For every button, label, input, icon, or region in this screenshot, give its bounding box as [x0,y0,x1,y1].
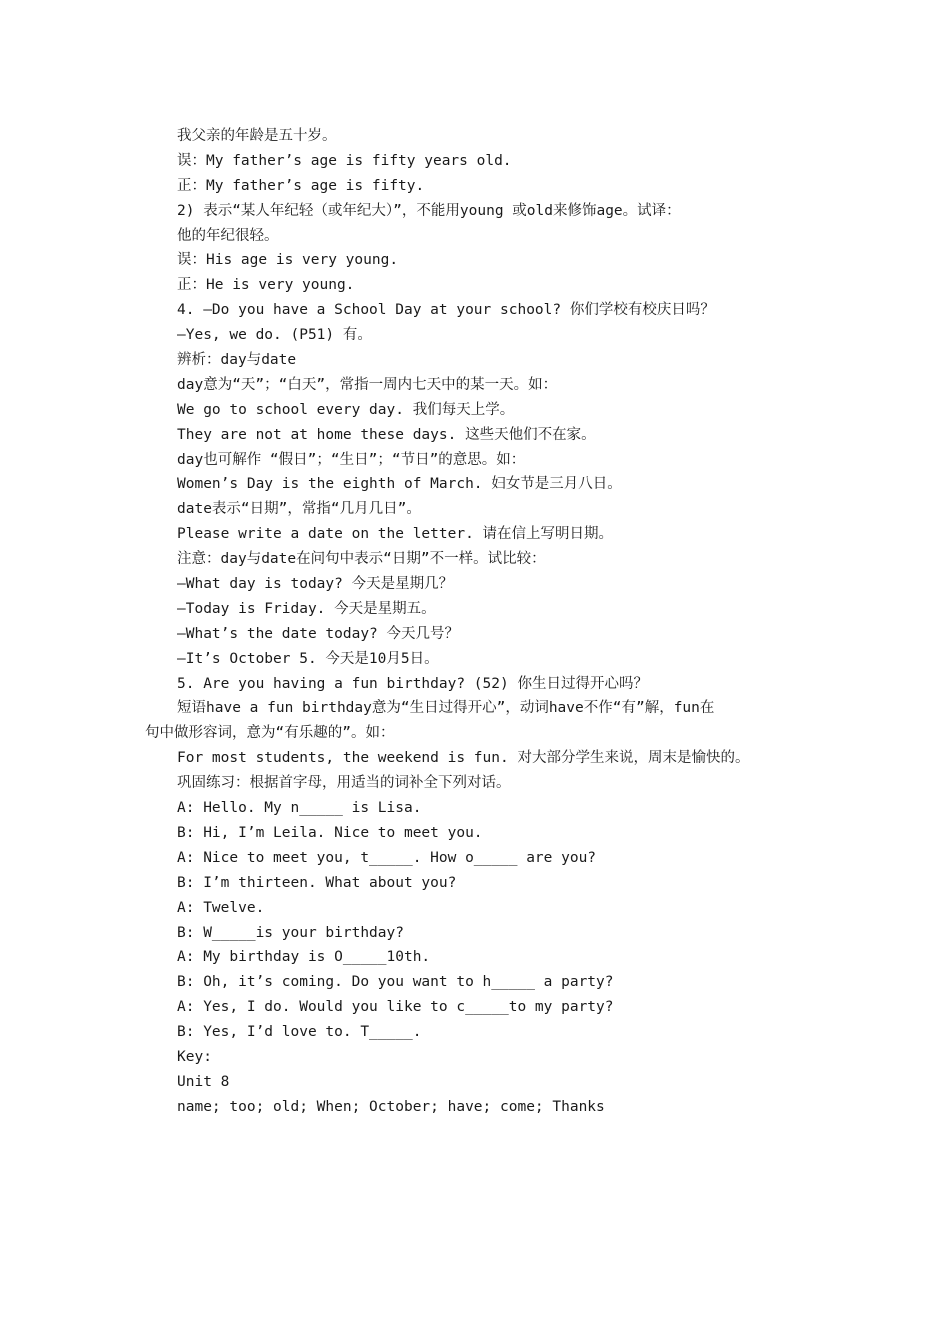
text-line: 注意：day与date在问句中表示“日期”不一样。试比较： [177,551,546,568]
text-line: name; too; old; When; October; have; come; Thanks [177,1098,605,1115]
text-line: We go to school every day. 我们每天上学。 [177,401,515,418]
text-line: 短语have a fun birthday意为“生日过得开心”，动词have不作“有”解，fun在 [177,700,715,717]
text-line: B: W_____is your birthday? [177,924,404,941]
text-line: Please write a date on the letter. 请在信上写明日期。 [177,526,614,543]
text-line: day也可解作 “假日”；“生日”；“节日”的意思。如： [177,451,526,468]
text-line: Key: [177,1048,212,1065]
text-line: 误：My father’s age is fifty years old. [177,152,512,169]
text-line: 正：My father’s age is fifty. [177,177,425,194]
text-line: Women’s Day is the eighth of March. 妇女节是三月八日。 [177,476,622,493]
text-line: For most students, the weekend is fun. 对大部分学生来说，周末是愉快的。 [177,750,750,767]
text-line: B: Yes, I’d love to. T_____. [177,1024,422,1041]
text-line: date表示“日期”，常指“几月几日”。 [177,501,421,518]
text-line: —What day is today? 今天是星期几？ [177,576,454,593]
text-line: A: Hello. My n_____ is Lisa. [177,800,422,817]
text-line: B: Hi, I’m Leila. Nice to meet you. [177,824,483,841]
text-line: —Today is Friday. 今天是星期五。 [177,600,436,617]
text-line: 5. Are you having a fun birthday? (52) 你生日过得开心吗？ [177,675,648,692]
text-line: They are not at home these days. 这些天他们不在家。 [177,426,596,443]
text-line: 误：His age is very young. [177,252,399,269]
text-line: A: My birthday is O_____10th. [177,949,431,966]
text-line: 句中做形容词，意为“有乐趣的”。如： [145,725,395,742]
text-line: —It’s October 5. 今天是10月5日。 [177,650,439,667]
text-line: —Yes, we do. (P51) 有。 [177,327,372,344]
text-line: 巩固练习：根据首字母，用适当的词补全下列对话。 [177,775,511,792]
text-line: 辨析：day与date [177,352,297,369]
text-line: 我父亲的年龄是五十岁。 [177,128,337,144]
text-line: 2) 表示“某人年纪轻（或年纪大）”，不能用young 或old来修饰age。试译： [177,202,681,219]
document-page [0,124,950,1120]
text-line: A: Nice to meet you, t_____. How o_____ are you? [177,849,597,866]
text-line: 他的年纪很轻。 [177,227,279,244]
text-line: 正：He is very young. [177,277,355,294]
text-line: B: Oh, it’s coming. Do you want to h_____ a party? [177,974,614,991]
text-line: A: Twelve. [177,899,265,916]
text-line: B: I’m thirteen. What about you? [177,874,457,891]
text-line: day意为“天”；“白天”，常指一周内七天中的某一天。如： [177,376,558,393]
text-line: Unit 8 [177,1073,230,1090]
text-line: —What’s the date today? 今天几号？ [177,625,460,642]
text-line: A: Yes, I do. Would you like to c_____to my party? [177,999,614,1016]
text-line: 4. —Do you have a School Day at your school? 你们学校有校庆日吗？ [177,302,715,319]
